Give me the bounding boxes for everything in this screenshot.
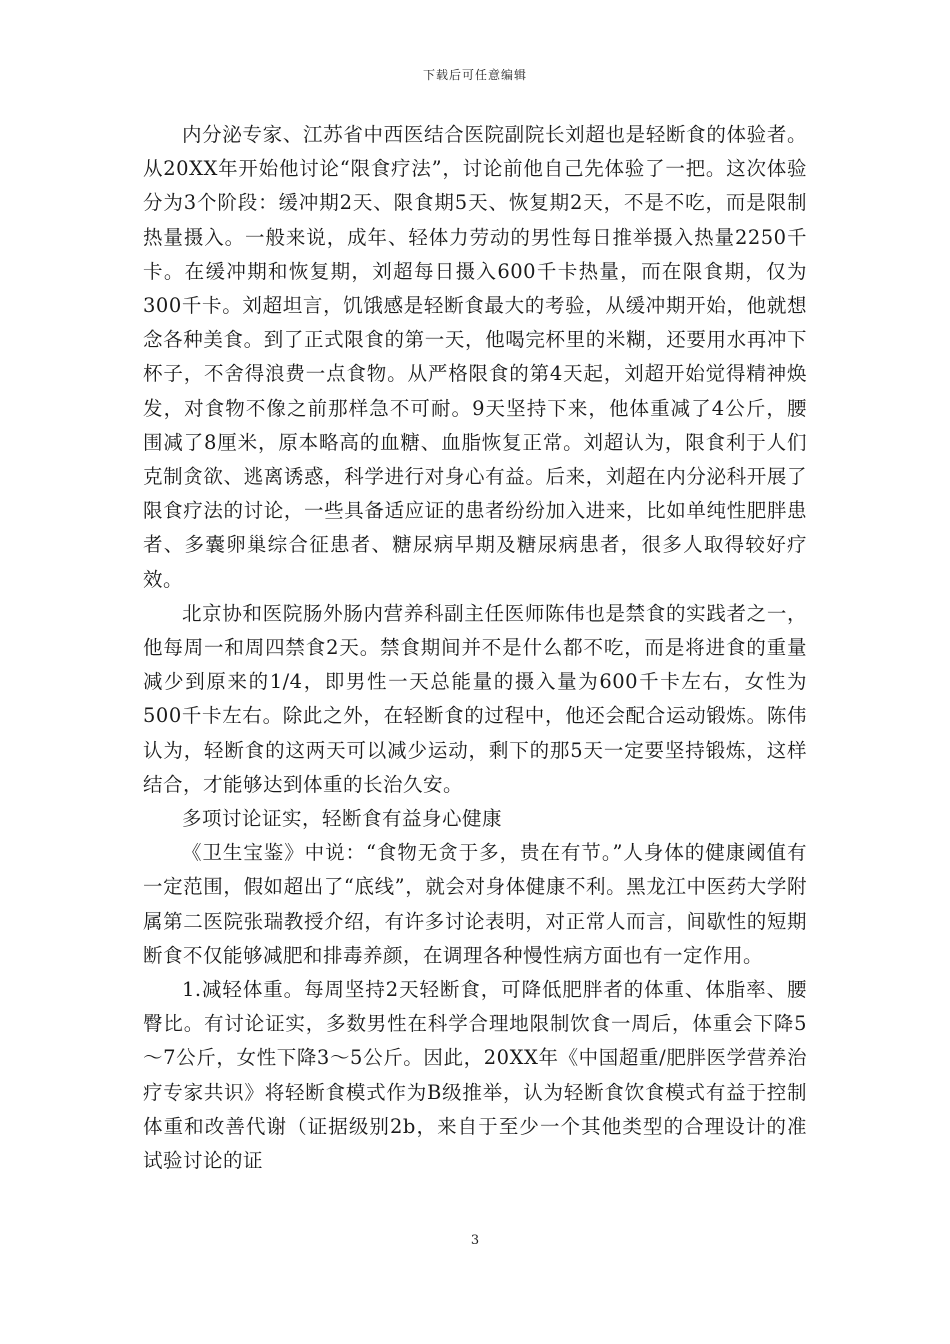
page-header: 下载后可任意编辑: [422, 68, 527, 82]
paragraph-chen-wei: 北京协和医院肠外肠内营养科副主任医师陈伟也是禁食的实践者之一，他每周一和周四禁食2天。禁食期间并不是什么都不吃，而是将进食的重量减少到原来的1/4，即男性一天总能量的摄入量为600千卡左右，女性为500千卡左右。除此之外，在轻断食的过程中，他还会配合运动锻炼。陈伟认为，轻断食的这两天可以减少运动，剩下的那5天一定要坚持锻炼，这样结合，才能够达到体重的长治久安。: [143, 601, 807, 796]
paragraph-liu-chao: 内分泌专家、江苏省中西医结合医院副院长刘超也是轻断食的体验者。从20XX年开始他讨论“限食疗法”，讨论前他自己先体验了一把。这次体验分为3个阶段：缓冲期2天、限食期5天、恢复期2天，不是不吃，而是限制热量摄入。一般来说，成年、轻体力劳动的男性每日推举摄入热量2250千卡。在缓冲期和恢复期，刘超每日摄入600千卡热量，而在限食期，仅为300千卡。刘超坦言，饥饿感是轻断食最大的考验，从缓冲期开始，他就想念各种美食。到了正式限食的第一天，他喝完杯里的米糊，还要用水再冲下杯子，不舍得浪费一点食物。从严格限食的第4天起，刘超开始觉得精神焕发，对食物不像之前那样急不可耐。9天坚持下来，他体重减了4公斤，腰围减了8厘米，原本略高的血糖、血脂恢复正常。刘超认为，限食利于人们克制贪欲、逃离诱惑，科学进行对身心有益。后来，刘超在内分泌科开展了限食疗法的讨论，一些具备适应证的患者纷纷加入进来，比如单纯性肥胖患者、多囊卵巢综合征患者、糖尿病早期及糖尿病患者，很多人取得较好疗效。: [143, 123, 807, 591]
paragraph-weisheng-baojian: 《卫生宝鉴》中说：“食物无贪于多，贵在有节。”人身体的健康阈值有一定范围，假如超出了“底线”，就会对身体健康不利。黑龙江中医药大学附属第二医院张瑞教授介绍，有许多讨论表明，对正常人而言，间歇性的短期断食不仅能够减肥和排毒养颜，在调理各种慢性病方面也有一定作用。: [143, 841, 807, 967]
section-heading: 多项讨论证实，轻断食有益身心健康: [182, 807, 503, 831]
page-number: 3: [470, 1233, 480, 1248]
paragraph-reduce-weight: 1.减轻体重。每周坚持2天轻断食，可降低肥胖者的体重、体脂率、腰臀比。有讨论证实，多数男性在科学合理地限制饮食一周后，体重会下降5～7公斤，女性下降3～5公斤。因此，20XX年《中国超重/肥胖医学营养治疗专家共识》将轻断食模式作为B级推举，认为轻断食饮食模式有益于控制体重和改善代谢（证据级别2b，来自于至少一个其他类型的合理设计的准试验讨论的证: [143, 978, 807, 1173]
document-body: [143, 118, 807, 1178]
